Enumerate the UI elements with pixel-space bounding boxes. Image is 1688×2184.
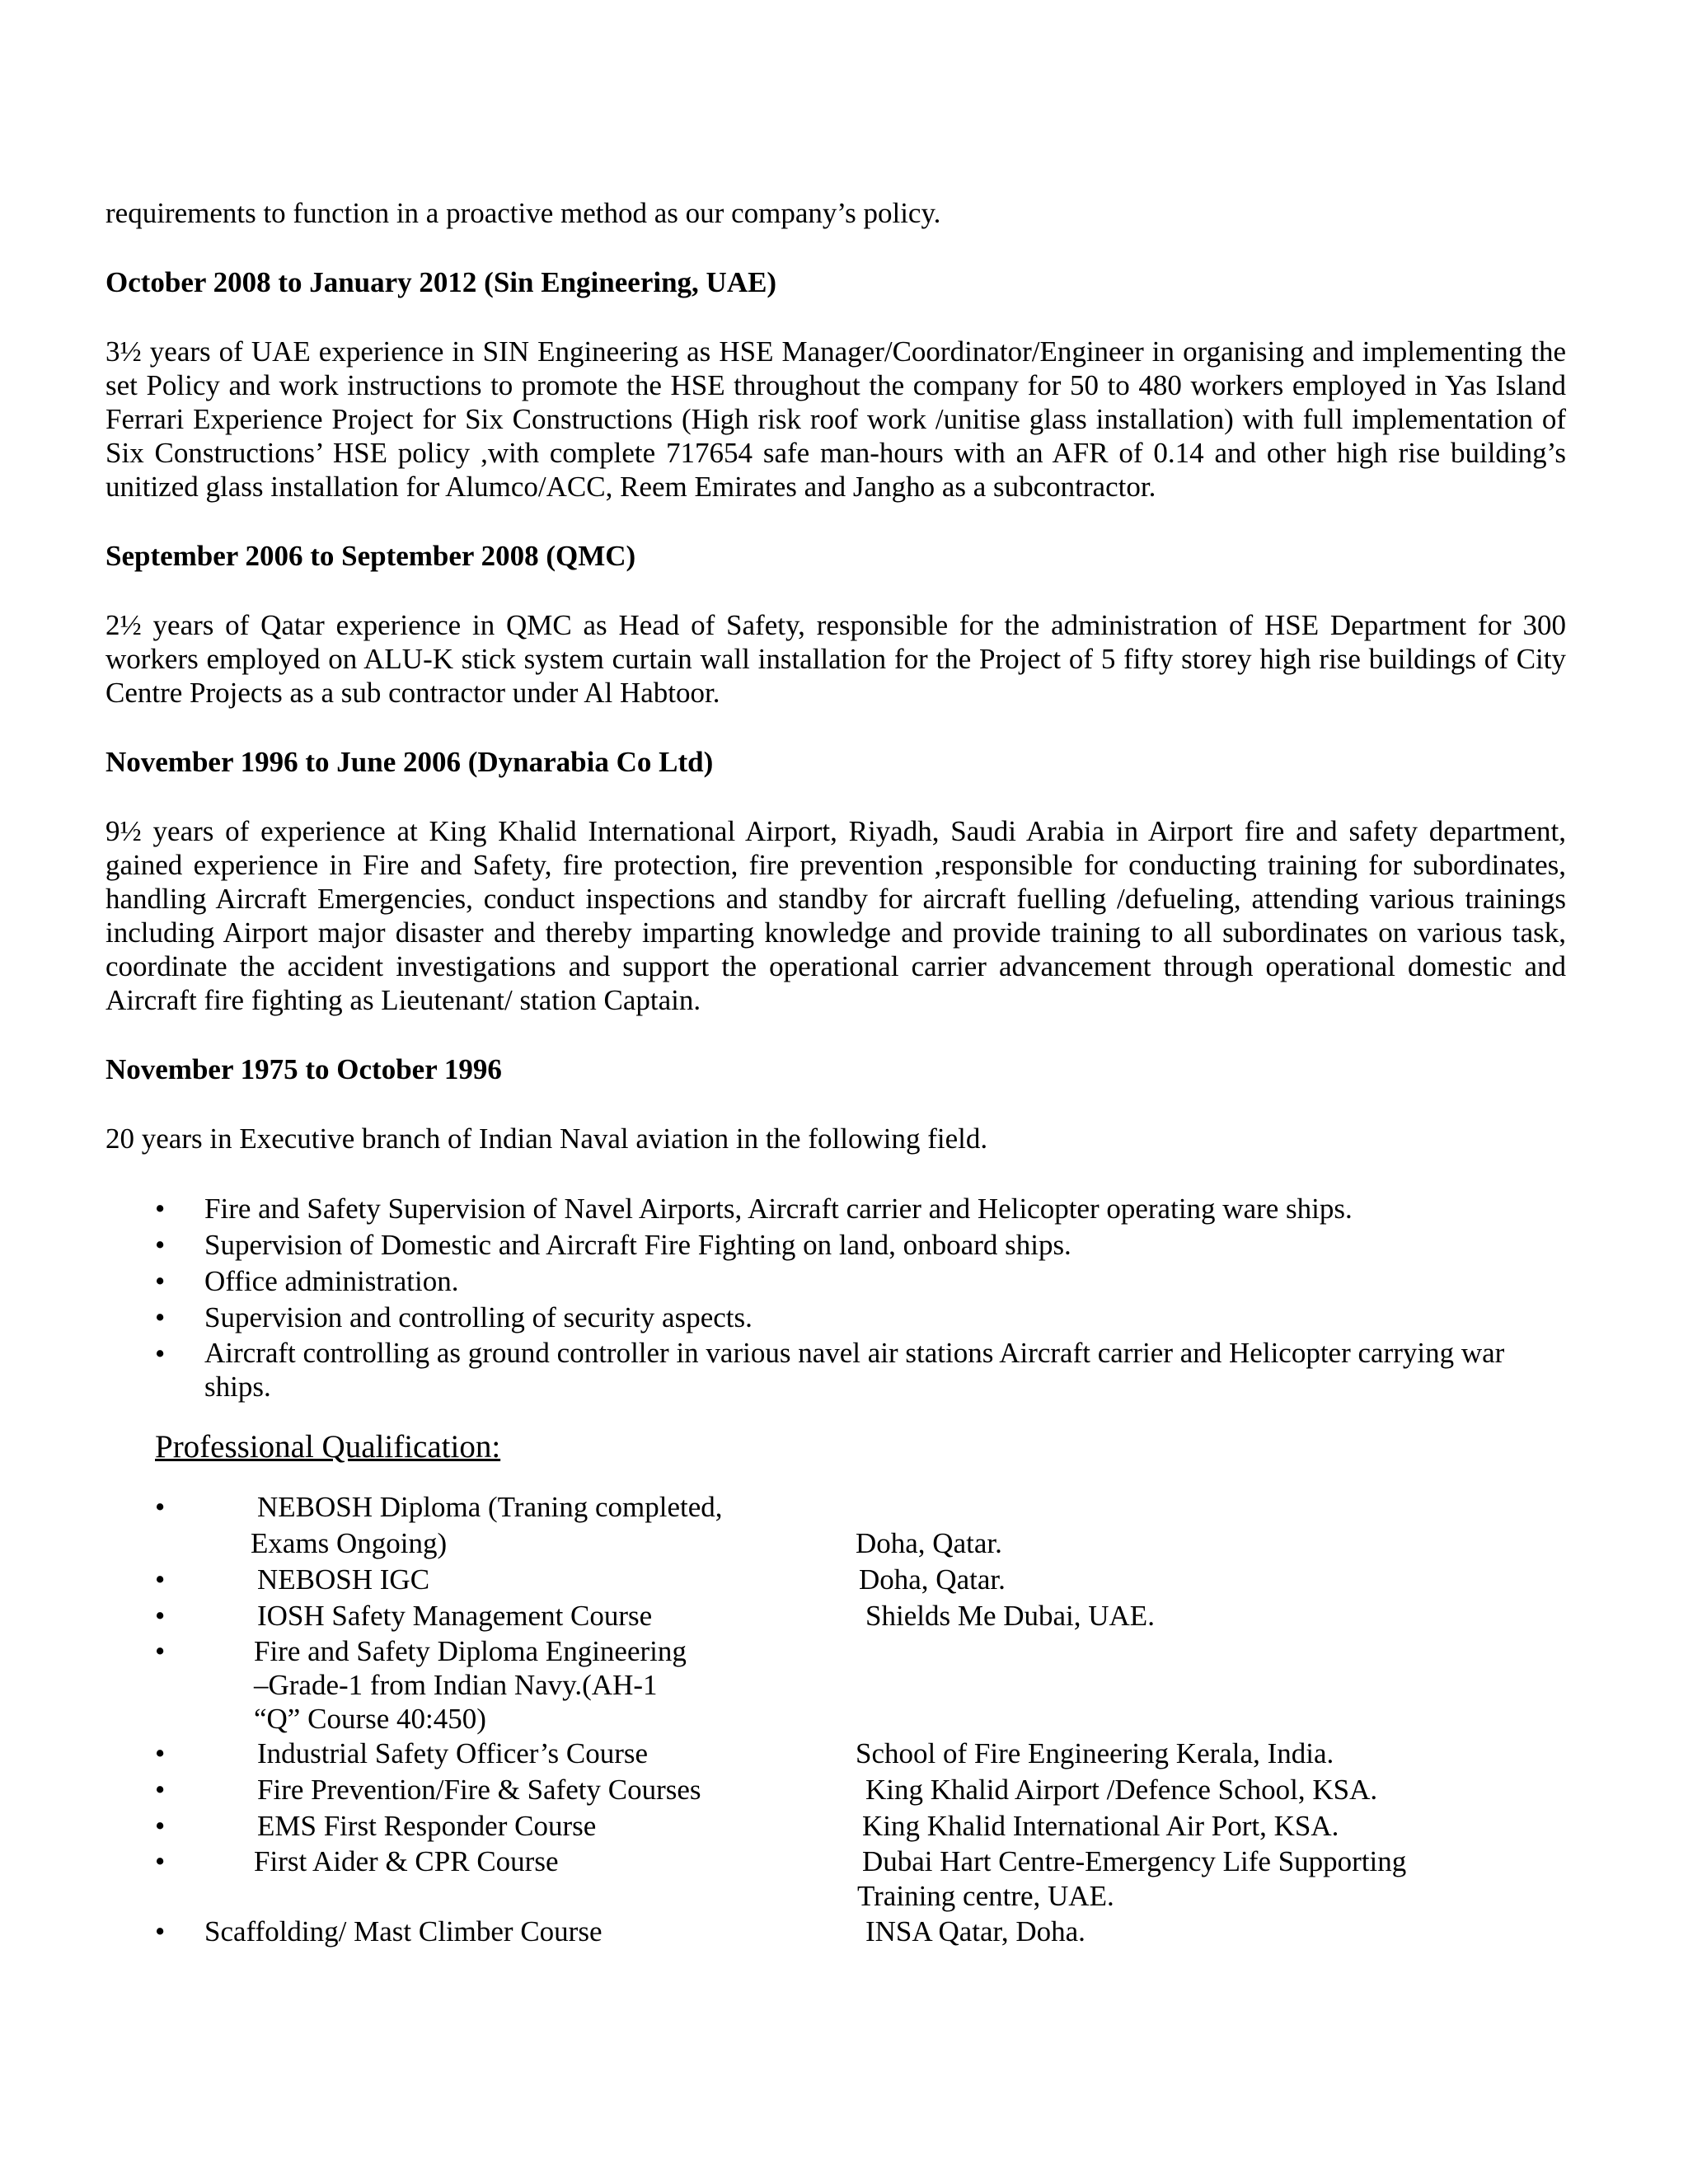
- qualification-course: [257, 1562, 834, 1598]
- qualification-row: [106, 1772, 1566, 1808]
- qualification-course: [257, 1736, 834, 1772]
- place-line: Training centre, UAE.: [857, 1880, 1114, 1912]
- qualification-place: [856, 1736, 1566, 1772]
- bullet-icon: •: [155, 1193, 166, 1225]
- list-item: [106, 1336, 1566, 1404]
- qualification-place: [859, 1562, 1569, 1598]
- course-line: Fire and Safety Diploma Engineering: [254, 1635, 687, 1667]
- list-item: [106, 1263, 1566, 1300]
- qualification-place: [857, 1844, 1568, 1914]
- navy-duties-list: [106, 1191, 1566, 1404]
- qualification-course: [257, 1808, 834, 1844]
- bullet-icon: •: [155, 1229, 166, 1261]
- qualification-course: [257, 1772, 834, 1808]
- course-line: –Grade-1 from Indian Navy.(AH-1: [254, 1669, 658, 1701]
- course-line: NEBOSH Diploma (Traning completed,: [257, 1491, 723, 1523]
- qualification-course: [257, 1598, 834, 1634]
- place-line: King Khalid International Air Port, KSA.: [862, 1810, 1339, 1842]
- place-line: Doha, Qatar.: [859, 1563, 1006, 1596]
- qualification-row: [106, 1634, 1566, 1736]
- document-page: [106, 196, 1566, 1950]
- qualifications-title: Professional Qualification:: [155, 1429, 501, 1465]
- bullet-icon: •: [155, 1301, 166, 1333]
- course-line: EMS First Responder Course: [257, 1810, 597, 1842]
- qualification-place: [865, 1914, 1576, 1950]
- list-item: [106, 1227, 1566, 1263]
- section-heading-qmc: September 2006 to September 2008 (QMC): [106, 540, 636, 572]
- bullet-icon: •: [155, 1600, 166, 1632]
- place-line: King Khalid Airport /Defence School, KSA.: [865, 1774, 1378, 1806]
- place-line: INSA Qatar, Doha.: [865, 1915, 1085, 1947]
- qualification-place: [856, 1489, 1566, 1562]
- qualification-course: [254, 1844, 831, 1879]
- qualification-row: [106, 1736, 1566, 1772]
- place-line: [856, 1489, 1566, 1526]
- qualification-row: [106, 1844, 1566, 1912]
- place-line: School of Fire Engineering Kerala, India.: [856, 1737, 1334, 1769]
- qualification-course: [251, 1489, 828, 1562]
- section-body-indian-navy: 20 years in Executive branch of Indian Naval aviation in the following field.: [106, 1122, 988, 1155]
- section-heading-dynarabia: November 1996 to June 2006 (Dynarabia Co Ltd): [106, 746, 714, 778]
- bullet-icon: •: [155, 1338, 166, 1370]
- section-heading-indian-navy: November 1975 to October 1996: [106, 1053, 502, 1085]
- qualification-row: [106, 1808, 1566, 1844]
- section-body-sin-engineering: 3½ years of UAE experience in SIN Engineering as HSE Manager/Coordinator/Engineer in organising and implementing the set Policy and work instructions to promote the HSE throughout the company for 50 to 480 workers employed in Yas Island Ferrari Experience Project for Six Constructions (High risk roof work /unitise glass installation) with full implementation of Six Constructions’ HSE policy ,with complete 717654 safe man-hours with an AFR of 0.14 and other high rise building’s unitized glass installation for Alumco/ACC, Reem Emirates and Jangho as a subcontractor.: [106, 335, 1566, 503]
- course-line: NEBOSH IGC: [257, 1563, 430, 1596]
- bullet-icon: •: [155, 1563, 166, 1596]
- qualification-place: [862, 1808, 1573, 1844]
- qualification-row: [106, 1489, 1566, 1562]
- list-item-text: Fire and Safety Supervision of Navel Airports, Aircraft carrier and Helicopter operating ware ships.: [204, 1193, 1353, 1225]
- list-item-text: Supervision and controlling of security aspects.: [204, 1301, 753, 1333]
- list-item: [106, 1300, 1566, 1336]
- qualification-row: [106, 1914, 1566, 1950]
- section-body-dynarabia: 9½ years of experience at King Khalid International Airport, Riyadh, Saudi Arabia in Airport fire and safety department, gained experience in Fire and Safety, fire protection, fire prevention ,responsible for conducting training for subordinates, handling Aircraft Emergencies, conduct inspections and standby for aircraft fuelling /defueling, attending various trainings including Airport major disaster and thereby imparting knowledge and provide training to all subordinates on various task, coordinate the accident investigations and support the operational carrier advancement through operational domestic and Aircraft fire fighting as Lieutenant/ station Captain.: [106, 815, 1566, 1016]
- qualification-row: [106, 1562, 1566, 1598]
- bullet-icon: •: [155, 1491, 166, 1523]
- place-line: Dubai Hart Centre-Emergency Life Supporting: [862, 1845, 1407, 1877]
- place-line: Doha, Qatar.: [856, 1527, 1002, 1559]
- course-line: Industrial Safety Officer’s Course: [257, 1737, 649, 1769]
- list-item-text: Aircraft controlling as ground controller in various navel air stations Aircraft carrier and Helicopter carrying war ships.: [204, 1337, 1505, 1403]
- qualification-row: [106, 1598, 1566, 1634]
- bullet-icon: •: [155, 1635, 166, 1667]
- qualification-place: [865, 1598, 1576, 1634]
- course-line: Exams Ongoing): [251, 1527, 448, 1559]
- course-line: Scaffolding/ Mast Climber Course: [204, 1915, 603, 1947]
- qualifications-list: [106, 1489, 1566, 1950]
- bullet-icon: •: [155, 1737, 166, 1769]
- list-item-text: Office administration.: [204, 1265, 459, 1297]
- qualification-course: [204, 1914, 781, 1950]
- section-body-qmc: 2½ years of Qatar experience in QMC as Head of Safety, responsible for the administration of HSE Department for 300 workers employed on ALU-K stick system curtain wall installation for the Project of 5 fifty storey high rise buildings of City Centre Projects as a sub contractor under Al Habtoor.: [106, 609, 1566, 709]
- bullet-icon: •: [155, 1915, 166, 1947]
- course-line: First Aider & CPR Course: [254, 1845, 559, 1877]
- section-heading-sin-engineering: October 2008 to January 2012 (Sin Engineering, UAE): [106, 266, 777, 298]
- bullet-icon: •: [155, 1774, 166, 1806]
- list-item: [106, 1191, 1566, 1227]
- list-item-text: Supervision of Domestic and Aircraft Fire Fighting on land, onboard ships.: [204, 1229, 1071, 1261]
- qualification-course: [254, 1634, 831, 1736]
- intro-text: requirements to function in a proactive method as our company’s policy.: [106, 197, 941, 229]
- bullet-icon: •: [155, 1810, 166, 1842]
- bullet-icon: •: [155, 1845, 166, 1877]
- bullet-icon: •: [155, 1265, 166, 1297]
- course-line: IOSH Safety Management Course: [257, 1600, 653, 1632]
- place-line: Shields Me Dubai, UAE.: [865, 1600, 1155, 1632]
- course-line: Fire Prevention/Fire & Safety Courses: [257, 1774, 701, 1806]
- course-line: “Q” Course 40:450): [254, 1703, 486, 1735]
- qualification-place: [865, 1772, 1576, 1808]
